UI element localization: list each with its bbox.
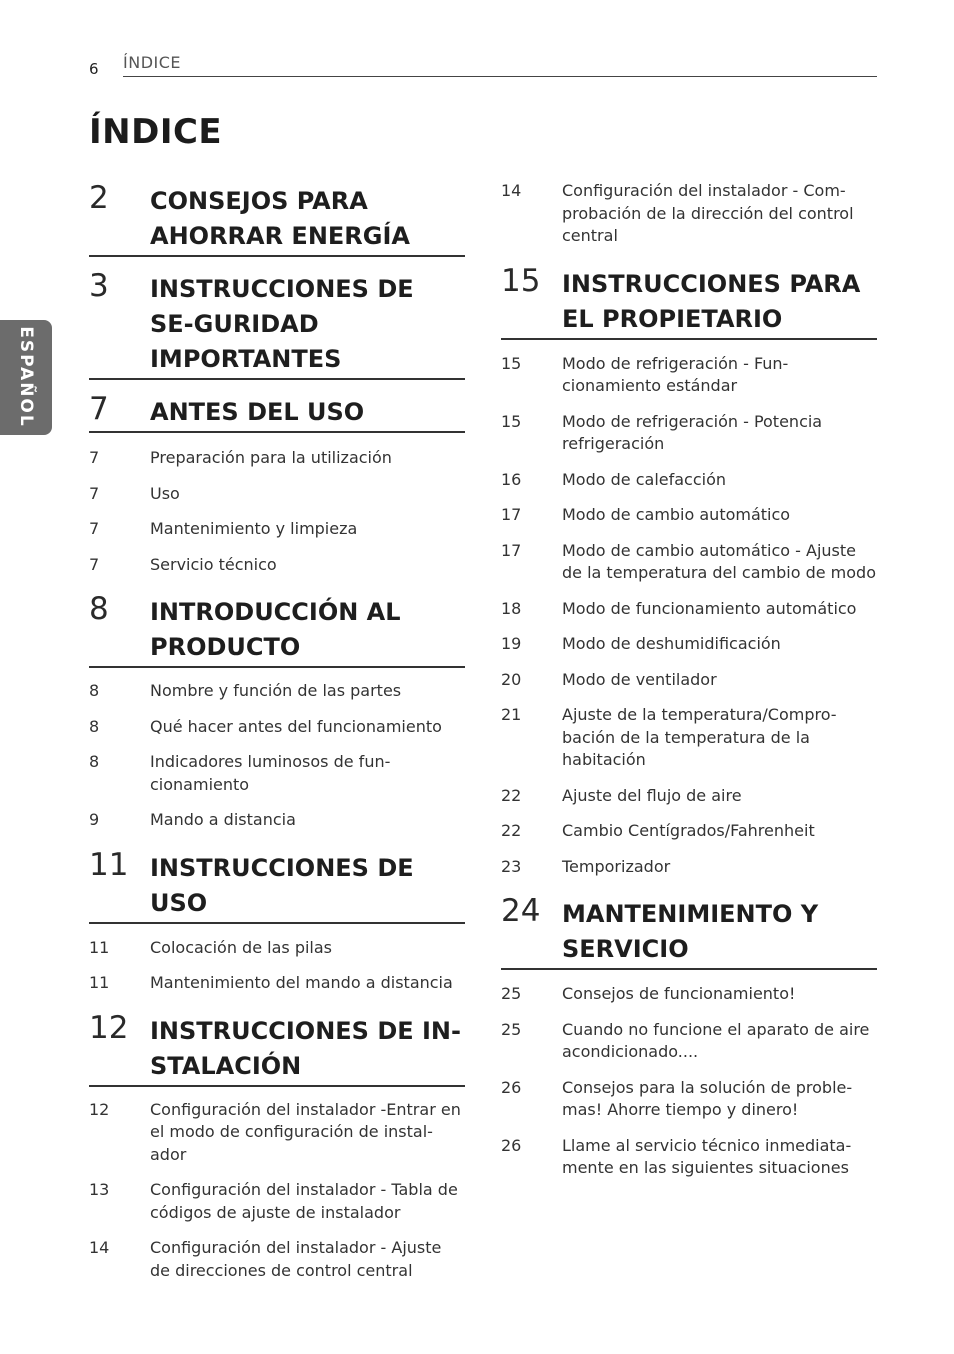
entry-page-number: 15 — [501, 411, 522, 431]
entry-page-number: 15 — [501, 353, 522, 373]
toc-entry[interactable] — [501, 633, 877, 656]
toc-left-column — [89, 178, 465, 1295]
entry-page-number: 25 — [501, 984, 522, 1003]
entry-title: Mantenimiento y limpieza — [150, 519, 358, 538]
page-title: ÍNDICE — [89, 112, 223, 152]
entry-title: Llame al servicio técnico inmediata-mente en las siguientes situaciones — [562, 1135, 852, 1177]
toc-section[interactable] — [89, 389, 465, 433]
section-number: 24 — [501, 893, 541, 929]
section-number: 7 — [89, 391, 109, 427]
toc-entry[interactable] — [89, 1237, 465, 1282]
section-number: 8 — [89, 591, 109, 627]
toc-section[interactable] — [89, 1008, 465, 1087]
language-tab — [0, 320, 52, 435]
entry-page-number: 19 — [501, 634, 522, 653]
toc-entries — [89, 680, 465, 832]
entry-title: Ajuste del flujo de aire — [562, 785, 742, 805]
entry-title: Cuando no funcione el aparato de aire acondicionado.... — [562, 1019, 870, 1061]
toc-entry[interactable] — [501, 669, 877, 692]
entry-page-number: 22 — [501, 821, 522, 840]
entry-title: Consejos de funcionamiento! — [562, 984, 796, 1003]
toc-entry[interactable] — [89, 1099, 465, 1167]
section-title: CONSEJOS PARA AHORRAR ENERGÍA — [150, 187, 410, 250]
section-number: 12 — [89, 1009, 129, 1046]
entry-page-number: 7 — [89, 483, 100, 503]
entry-title: Indicadores luminosos de fun-cionamiento — [150, 752, 391, 794]
entry-title: Modo de refrigeración - Fun-cionamiento estándar — [562, 353, 789, 395]
header-title: ÍNDICE — [123, 53, 182, 72]
entry-title: Uso — [150, 483, 180, 503]
entry-page-number: 22 — [501, 785, 522, 805]
entry-title: Configuración del instalador - Com-probación de la dirección del control central — [562, 181, 854, 245]
entry-title: Configuración del instalador -Entrar en el modo de configuración de instal-ador — [150, 1099, 461, 1164]
entry-page-number: 7 — [89, 519, 100, 538]
toc-entry[interactable] — [89, 937, 465, 960]
entry-title: Cambio Centígrados/Fahrenheit — [562, 821, 815, 840]
entry-page-number: 21 — [501, 705, 522, 724]
entry-page-number: 16 — [501, 469, 522, 489]
toc-entry[interactable] — [501, 856, 877, 879]
entry-page-number: 11 — [89, 973, 110, 992]
entry-title: Modo de cambio automático — [562, 505, 791, 524]
toc-entry[interactable] — [89, 554, 465, 577]
toc-section[interactable] — [89, 589, 465, 668]
toc-entry[interactable] — [89, 483, 465, 506]
entry-title: Modo de refrigeración - Potencia refrigeración — [562, 411, 823, 453]
entry-page-number: 26 — [501, 1135, 522, 1155]
toc-entry[interactable] — [501, 983, 877, 1006]
entry-title: Modo de cambio automático - Ajuste de la temperatura del cambio de modo — [562, 540, 876, 582]
toc-entry[interactable] — [501, 1135, 877, 1180]
entry-page-number: 8 — [89, 716, 100, 736]
entry-title: Ajuste de la temperatura/Compro-bación de la temperatura de la habitación — [562, 705, 837, 769]
entry-page-number: 14 — [501, 181, 522, 200]
toc-entry[interactable] — [501, 353, 877, 398]
toc-entries — [89, 937, 465, 995]
entry-title: Mantenimiento del mando a distancia — [150, 973, 453, 992]
toc-entries — [89, 1099, 465, 1283]
entry-page-number: 17 — [501, 505, 522, 524]
entry-page-number: 11 — [89, 937, 110, 957]
entry-page-number: 8 — [89, 752, 100, 771]
entry-page-number: 23 — [501, 856, 522, 876]
entry-title: Nombre y función de las partes — [150, 681, 402, 700]
section-title: ANTES DEL USO — [150, 398, 365, 426]
entry-page-number: 7 — [89, 448, 100, 467]
toc-entry[interactable] — [501, 469, 877, 492]
section-title: INSTRUCCIONES DE USO — [150, 853, 414, 917]
toc-entry[interactable] — [501, 1019, 877, 1064]
section-title: INSTRUCCIONES DE SE-GURIDAD IMPORTANTES — [150, 275, 414, 373]
entry-page-number: 17 — [501, 540, 522, 560]
page-number: 6 — [89, 60, 99, 78]
section-title: MANTENIMIENTO Y SERVICIO — [562, 900, 819, 963]
toc-entries — [501, 180, 877, 248]
section-number: 15 — [501, 262, 541, 299]
entry-page-number: 8 — [89, 681, 100, 700]
toc-entry[interactable] — [501, 540, 877, 585]
toc-entry[interactable] — [89, 716, 465, 739]
toc-section[interactable] — [89, 266, 465, 380]
toc-section[interactable] — [89, 845, 465, 924]
entry-title: Temporizador — [562, 856, 671, 876]
entry-title: Preparación para la utilización — [150, 448, 392, 467]
entry-title: Modo de ventilador — [562, 669, 717, 689]
entry-page-number: 14 — [89, 1238, 110, 1257]
toc-entry[interactable] — [89, 809, 465, 832]
page-header — [89, 52, 877, 78]
toc-entry[interactable] — [89, 751, 465, 796]
toc-entries — [501, 983, 877, 1180]
section-title: INSTRUCCIONES DE IN-STALACIÓN — [150, 1016, 461, 1080]
toc-section[interactable] — [501, 261, 877, 340]
entry-title: Qué hacer antes del funcionamiento — [150, 716, 442, 736]
toc-entries — [501, 353, 877, 879]
section-number: 11 — [89, 846, 129, 883]
section-number: 3 — [89, 268, 109, 304]
toc-entry[interactable] — [89, 972, 465, 995]
toc-section[interactable] — [501, 891, 877, 970]
toc-entries — [89, 447, 465, 576]
header-rule — [123, 76, 877, 77]
toc-entry[interactable] — [501, 180, 877, 248]
toc-right-column — [501, 180, 877, 1193]
entry-page-number: 13 — [89, 1180, 110, 1199]
entry-title: Consejos para la solución de proble-mas! Ahorre tiempo y dinero! — [562, 1077, 853, 1119]
entry-title: Configuración del instalador - Ajuste de direcciones de control central — [150, 1238, 442, 1280]
toc-entry[interactable] — [501, 820, 877, 843]
toc-entry[interactable] — [89, 1179, 465, 1224]
toc-entry[interactable] — [501, 1077, 877, 1122]
section-title: INTRODUCCIÓN AL PRODUCTO — [150, 598, 401, 661]
entry-page-number: 7 — [89, 554, 100, 574]
entry-page-number: 12 — [89, 1099, 110, 1119]
toc-section[interactable] — [89, 178, 465, 257]
toc-entry[interactable] — [501, 704, 877, 772]
entry-title: Servicio técnico — [150, 554, 277, 574]
entry-page-number: 20 — [501, 669, 522, 689]
entry-title: Modo de calefacción — [562, 469, 727, 489]
toc-entry[interactable] — [501, 504, 877, 527]
entry-title: Modo de deshumidificación — [562, 634, 781, 653]
section-number: 2 — [89, 180, 109, 216]
section-title: INSTRUCCIONES PARA EL PROPIETARIO — [562, 269, 861, 333]
language-tab-label: ESPAÑOL — [16, 326, 36, 428]
toc-entry[interactable] — [501, 411, 877, 456]
entry-title: Mando a distancia — [150, 810, 296, 829]
toc-entry[interactable] — [89, 518, 465, 541]
entry-page-number: 26 — [501, 1077, 522, 1097]
toc-entry[interactable] — [501, 598, 877, 621]
toc-entry[interactable] — [501, 785, 877, 808]
toc-entry[interactable] — [89, 680, 465, 703]
entry-page-number: 9 — [89, 810, 100, 829]
entry-title: Configuración del instalador - Tabla de códigos de ajuste de instalador — [150, 1180, 458, 1222]
entry-page-number: 25 — [501, 1019, 522, 1039]
entry-page-number: 18 — [501, 598, 522, 618]
toc-entry[interactable] — [89, 447, 465, 470]
entry-title: Colocación de las pilas — [150, 937, 332, 957]
entry-title: Modo de funcionamiento automático — [562, 598, 857, 618]
